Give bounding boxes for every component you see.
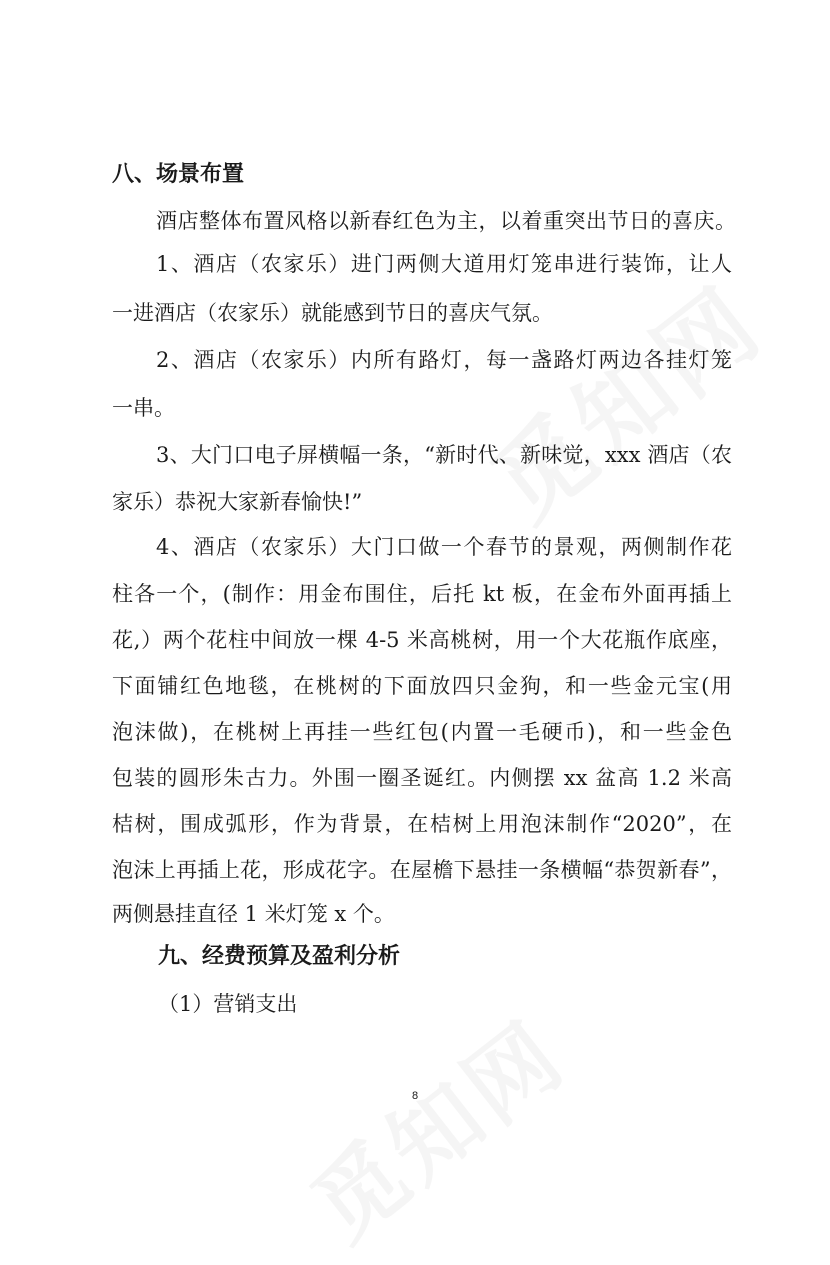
paragraph-line: 桔树，围成弧形，作为背景，在桔树上用泡沫制作“2020”，在 [112,812,732,836]
paragraph-line: 两侧悬挂直径 1 米灯笼 x 个。 [112,902,395,926]
paragraph-line: 酒店整体布置风格以新春红色为主，以着重突出节日的喜庆。 [156,209,736,233]
paragraph-line: 下面铺红色地毯，在桃树的下面放四只金狗，和一些金元宝(用 [112,674,732,698]
paragraph-line: 一进酒店（农家乐）就能感到节日的喜庆气氛。 [112,301,553,325]
paragraph-line: 4、酒店（农家乐）大门口做一个春节的景观，两侧制作花 [156,535,732,559]
page-number: 8 [411,1090,419,1102]
paragraph-line: 家乐）恭祝大家新春愉快!” [112,490,363,514]
paragraph-line: 泡沫做)，在桃树上再挂一些红包(内置一毛硬币)，和一些金色 [112,720,732,744]
watermark [281,985,588,1265]
paragraph-line: 柱各一个，(制作：用金布围住，后托 kt 板，在金布外面再插上 [112,582,732,606]
subsection-heading: （1）营销支出 [158,992,298,1016]
section-heading: 九、经费预算及盈利分析 [158,944,401,969]
section-heading: 八、场景布置 [112,162,245,187]
paragraph-line: 泡沫上再插上花，形成花字。在屋檐下悬挂一条横幅“恭贺新春”， [112,858,732,882]
paragraph-line: 2、酒店（农家乐）内所有路灯，每一盏路灯两边各挂灯笼 [156,348,732,372]
paragraph-line: 包装的圆形朱古力。外围一圈圣诞红。内侧摆 xx 盆高 1.2 米高 [112,766,732,790]
paragraph-line: 1、酒店（农家乐）进门两侧大道用灯笼串进行装饰，让人 [156,252,732,276]
paragraph-line: 花,）两个花柱中间放一棵 4-5 米高桃树，用一个大花瓶作底座， [112,628,732,652]
paragraph-line: 一串。 [112,396,175,420]
paragraph-line: 3、大门口电子屏横幅一条，“新时代、新味觉，xxx 酒店（农 [156,443,732,467]
